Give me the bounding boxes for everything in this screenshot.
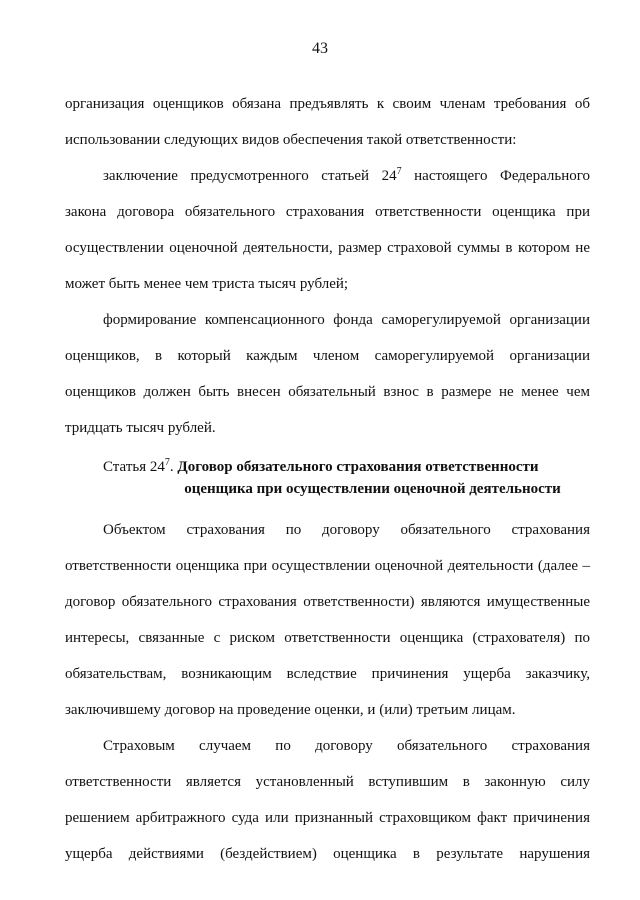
document-body — [65, 86, 590, 872]
paragraph-requirements: организация оценщиков обязана предъявлять к своим членам требования об использовании следующих видов обеспечения такой ответственности: — [65, 96, 590, 148]
article-title-part2: оценщика при осуществлении оценочной деятельности — [184, 481, 561, 497]
article-title-part1: Договор обязательного страхования ответственности — [177, 459, 539, 475]
article-heading — [65, 450, 590, 508]
paragraph-text: заключение предусмотренного статьей 24 — [103, 168, 397, 184]
article-dot: . — [169, 459, 178, 475]
superscript: 7 — [396, 166, 402, 177]
page-number: 43 — [312, 40, 328, 57]
paragraph-text: настоящего Федерального закона договора обязательного страхования ответственности оценщика при осуществлении оценочной деятельности, размер страховой суммы в котором не может быть менее чем триста тысяч рублей; — [65, 168, 591, 292]
paragraph-insurance-contract — [65, 158, 590, 302]
paragraph-insured-event: Страховым случаем по договору обязательного страхования ответственности является установленный вступившим в законную силу решением арбитражного суда или признанный страховщиком факт причинения ущерба действиями (бездействием) оценщика в результате нарушения — [65, 738, 590, 862]
paragraph-insurance-object: Объектом страхования по договору обязательного страхования ответственности оценщика при осуществлении оценочной деятельности (далее – договор обязательного страхования ответственности) являются имущественные интересы, связанные с риском ответственности оценщика (страхователя) по обязательствам, возникающим вследствие причинения ущерба заказчику, заключившему договор на проведение оценки, и (или) третьим лицам. — [65, 522, 590, 718]
article-superscript: 7 — [164, 457, 170, 468]
article-number: Статья 24 — [103, 459, 165, 475]
paragraph-compensation-fund: формирование компенсационного фонда саморегулируемой организации оценщиков, в который каждым членом саморегулируемой организации оценщиков должен быть внесен обязательный взнос в размере не менее чем тридцать тысяч рублей. — [65, 312, 590, 436]
article-heading-line1 — [65, 456, 590, 478]
